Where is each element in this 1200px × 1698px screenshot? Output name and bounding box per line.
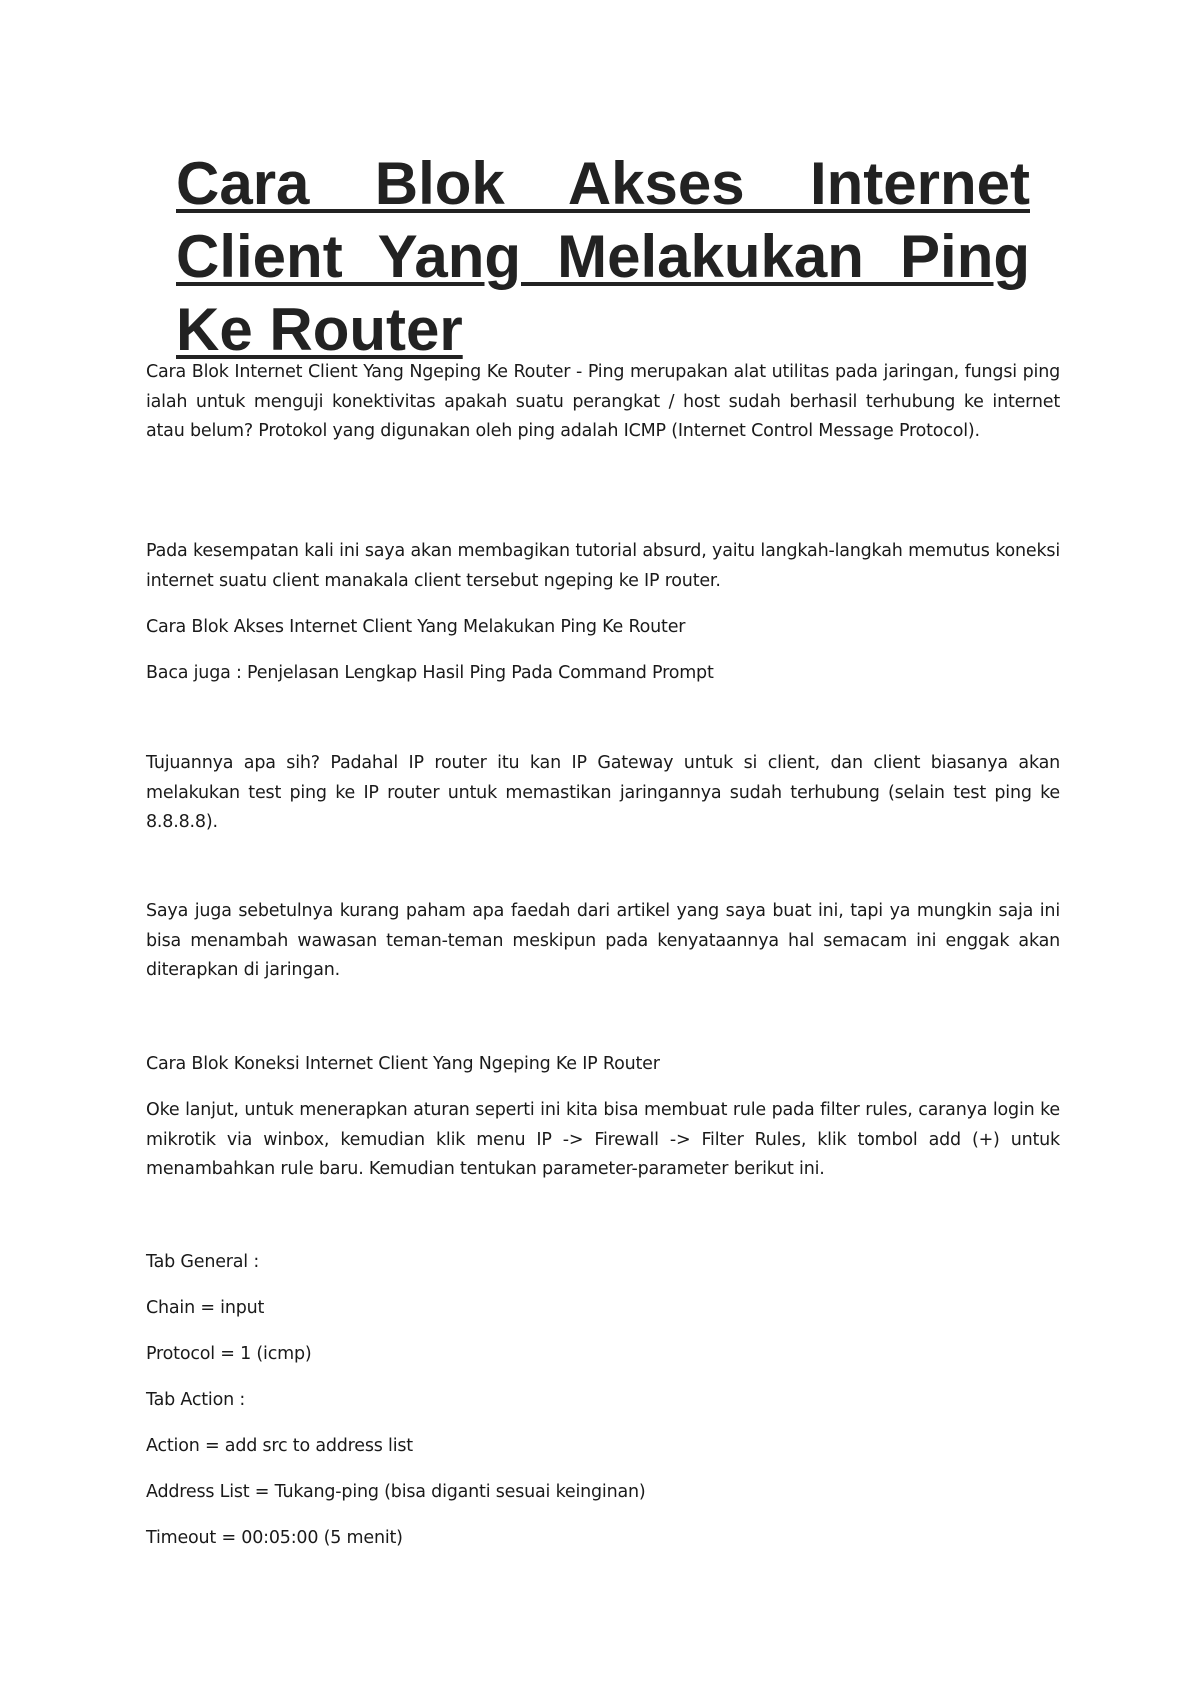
steps-paragraph: Oke lanjut, untuk menerapkan aturan seperti ini kita bisa membuat rule pada filter rules, caranya login ke mikrotik via winbox, kemudian klik menu IP -> Firewall -> Filter Rules, klik tombol add (+) untuk menambahkan rule baru. Kemudian tentukan parameter-parameter berikut ini.	[146, 1100, 1060, 1179]
title-line-3: Ke Router	[176, 296, 463, 363]
subheading-akses: Cara Blok Akses Internet Client Yang Melakukan Ping Ke Router	[146, 617, 686, 637]
title-line-1: Cara Blok Akses Internet	[176, 150, 1030, 217]
timeout-setting: Timeout = 00:05:00 (5 menit)	[146, 1528, 403, 1548]
goal-paragraph: Tujuannya apa sih? Padahal IP router itu kan IP Gateway untuk si client, dan client biasanya akan melakukan test ping ke IP router untuk memastikan jaringannya sudah terhubung (selain test ping ke 8.8.8.8).	[146, 753, 1060, 832]
address-list-setting: Address List = Tukang-ping (bisa diganti sesuai keinginan)	[146, 1482, 646, 1502]
action-setting: Action = add src to address list	[146, 1436, 413, 1456]
opinion-paragraph: Saya juga sebetulnya kurang paham apa faedah dari artikel yang saya buat ini, tapi ya mungkin saja ini bisa menambah wawasan teman-teman meskipun pada kenyataannya hal semacam ini enggak akan diterapkan di jaringan.	[146, 901, 1060, 980]
purpose-paragraph: Pada kesempatan kali ini saya akan membagikan tutorial absurd, yaitu langkah-langkah memutus koneksi internet suatu client manakala client tersebut ngeping ke IP router.	[146, 541, 1060, 591]
chain-setting: Chain = input	[146, 1298, 265, 1318]
document-title	[176, 147, 1030, 366]
protocol-setting: Protocol = 1 (icmp)	[146, 1344, 312, 1364]
subheading-koneksi: Cara Blok Koneksi Internet Client Yang Ngeping Ke IP Router	[146, 1054, 660, 1074]
tab-general-label: Tab General :	[146, 1252, 260, 1272]
intro-paragraph: Cara Blok Internet Client Yang Ngeping Ke Router - Ping merupakan alat utilitas pada jaringan, fungsi ping ialah untuk menguji konektivitas apakah suatu perangkat / host sudah berhasil terhubung ke internet atau belum? Protokol yang digunakan oleh ping adalah ICMP (Internet Control Message Protocol).	[146, 362, 1060, 441]
title-line-2: Client Yang Melakukan Ping	[176, 223, 1030, 290]
read-also-line: Baca juga : Penjelasan Lengkap Hasil Ping Pada Command Prompt	[146, 663, 714, 683]
tab-action-label: Tab Action :	[146, 1390, 246, 1410]
